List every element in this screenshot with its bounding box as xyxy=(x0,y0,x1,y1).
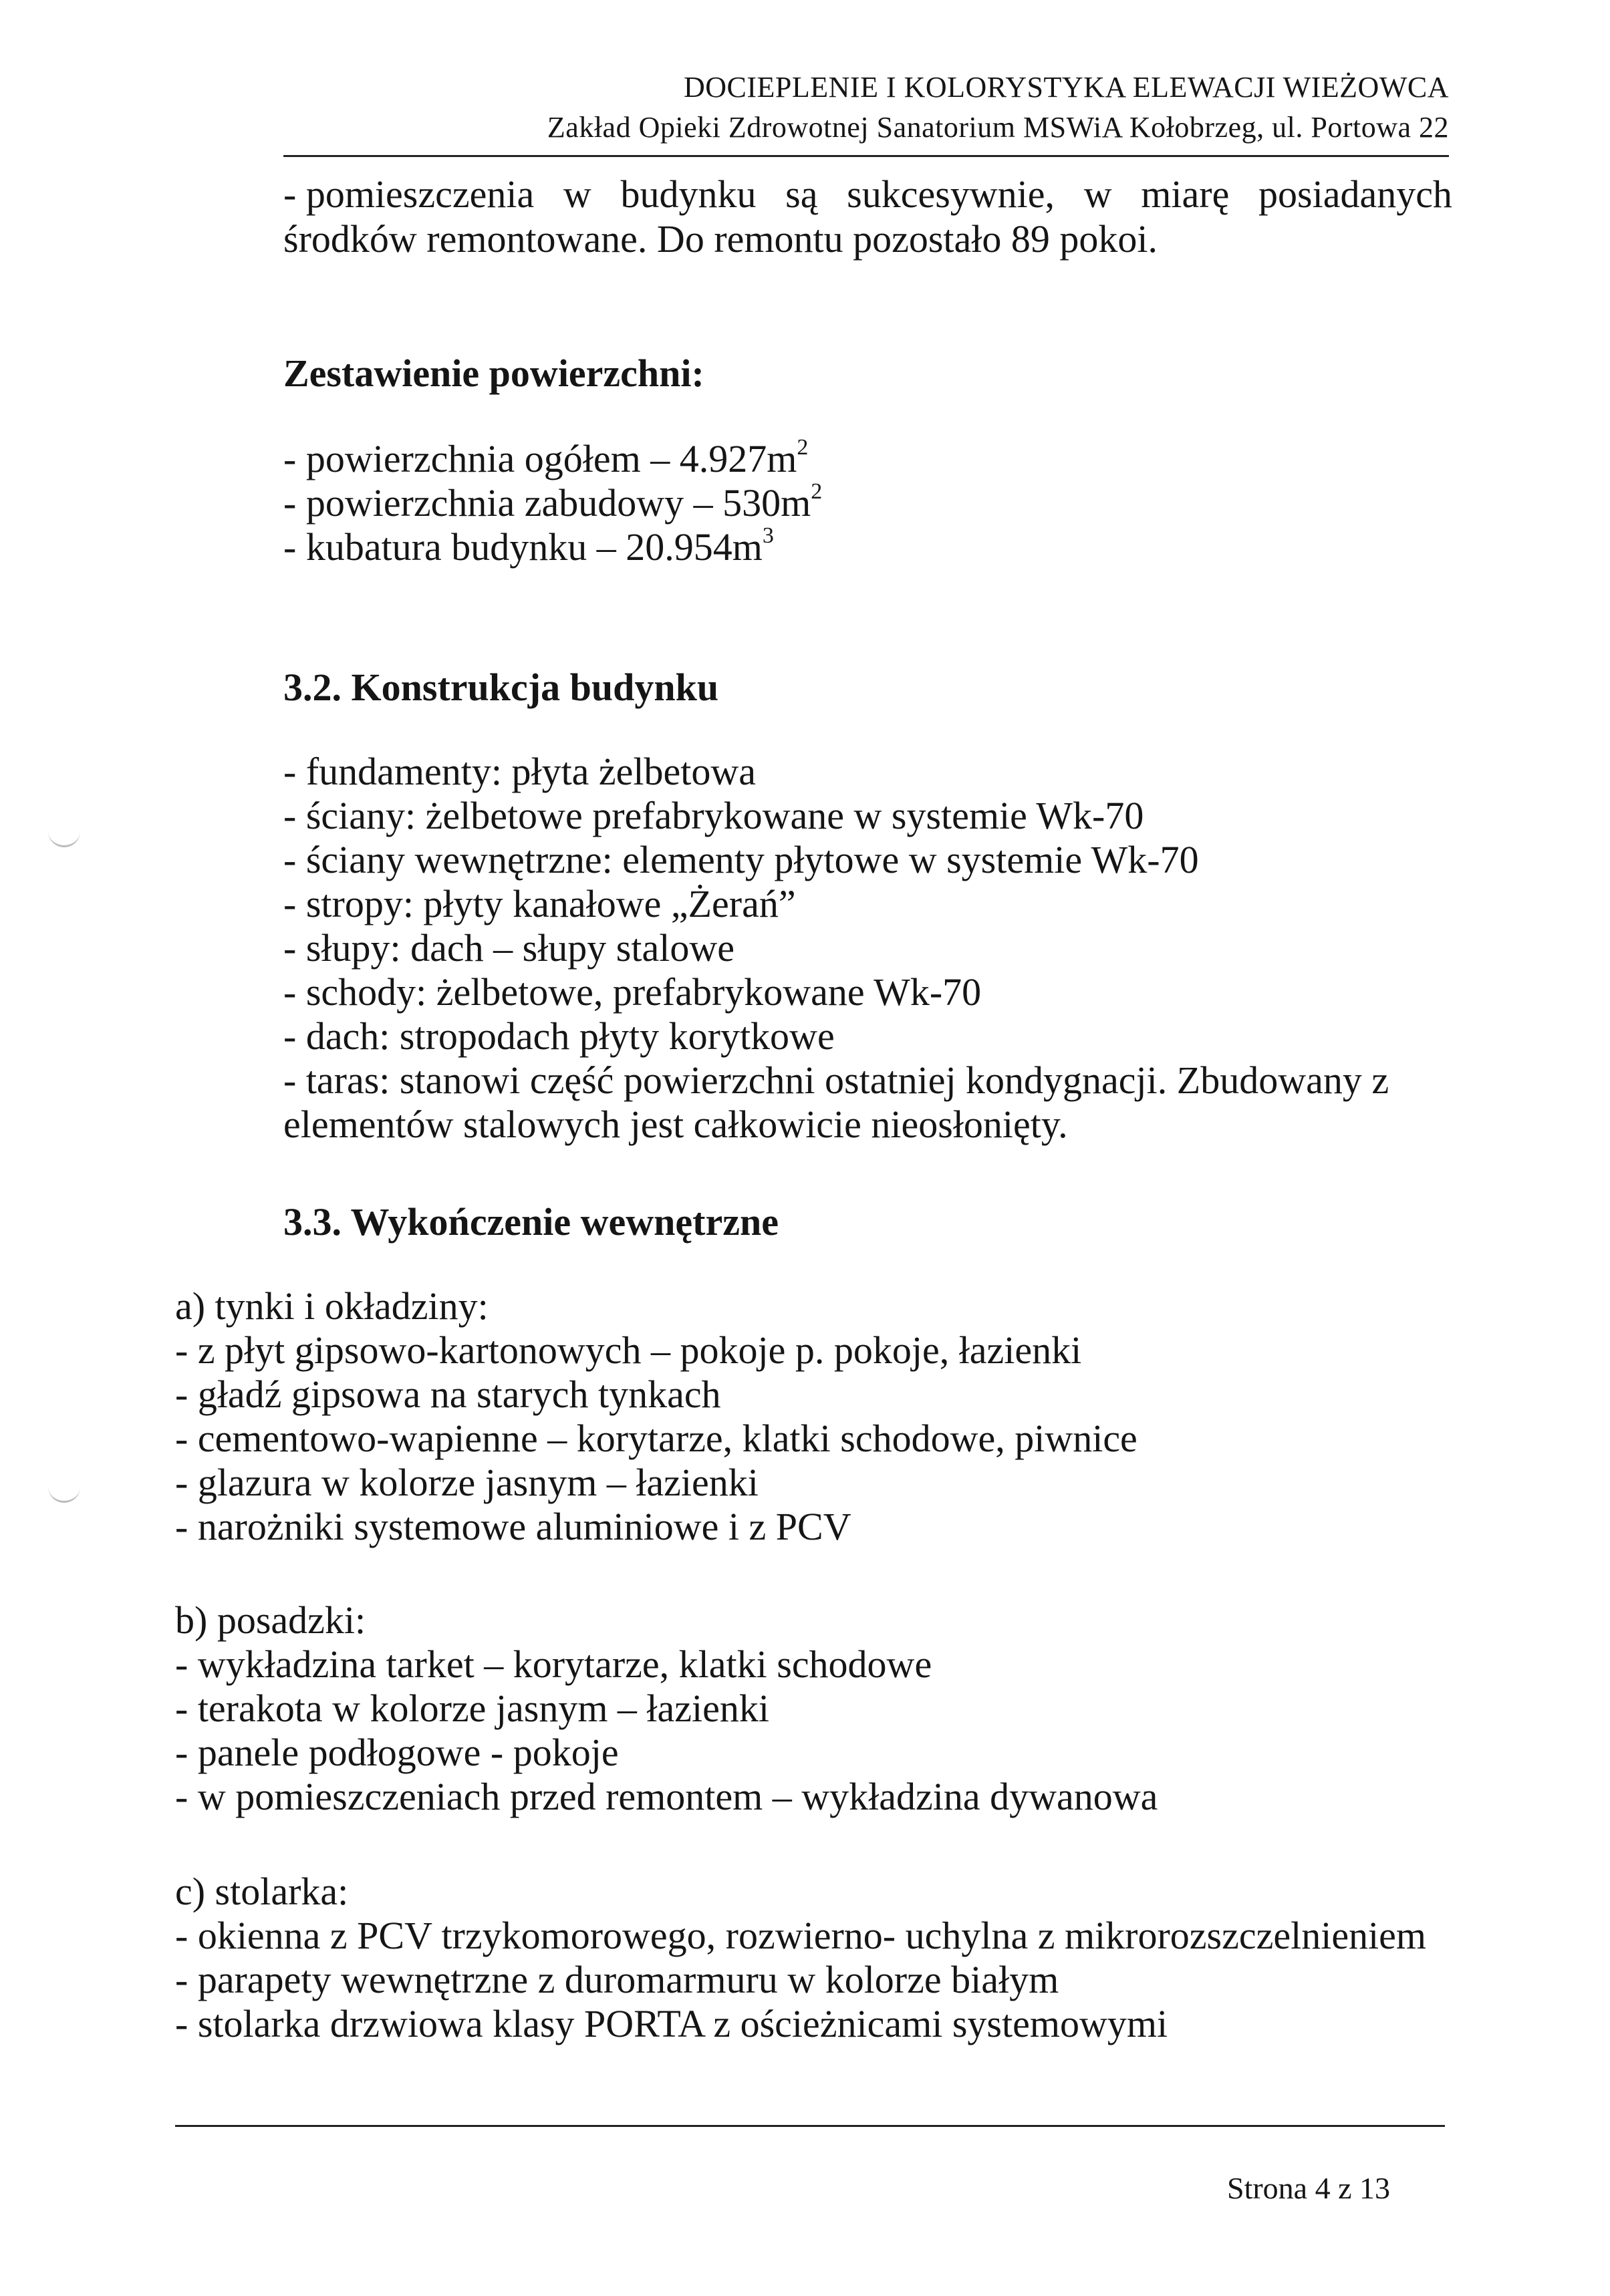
finishing-item: - okienna z PCV trzykomorowego, rozwierno- uchylna z mikrorozszczelnieniem xyxy=(175,1914,1427,1957)
finishing-group-title: c) stolarka: xyxy=(175,1870,349,1913)
finishing-item: - w pomieszczeniach przed remontem – wykładzina dywanowa xyxy=(175,1775,1158,1818)
finishing-item: - gładź gipsowa na starych tynkach xyxy=(175,1373,721,1416)
surface-item-text: - powierzchnia zabudowy – 530m xyxy=(283,481,811,525)
intro-line-2: środków remontowane. Do remontu pozostało 89 pokoi. xyxy=(283,217,1158,261)
construction-heading: 3.2. Konstrukcja budynku xyxy=(283,666,719,709)
finishing-item: - narożniki systemowe aluminiowe i z PCV xyxy=(175,1505,851,1548)
construction-item: - stropy: płyty kanałowe „Żerań” xyxy=(283,882,796,925)
surface-item-unit-exponent: 3 xyxy=(762,523,774,548)
punch-hole-mark xyxy=(48,819,80,847)
construction-item: - fundamenty: płyta żelbetowa xyxy=(283,750,757,793)
construction-item: - ściany: żelbetowe prefabrykowane w systemie Wk-70 xyxy=(283,794,1144,837)
footer-divider xyxy=(175,2125,1445,2127)
finishing-item: - wykładzina tarket – korytarze, klatki schodowe xyxy=(175,1642,932,1686)
surface-item xyxy=(283,434,809,481)
surface-item-text: - powierzchnia ogółem – 4.927m xyxy=(283,437,797,480)
intro-word: budynku xyxy=(620,172,757,216)
construction-item: - ściany wewnętrzne: elementy płytowe w systemie Wk-70 xyxy=(283,838,1199,881)
finishing-group-title: a) tynki i okładziny: xyxy=(175,1284,489,1328)
construction-item: elementów stalowych jest całkowicie nieosłonięty. xyxy=(283,1103,1068,1146)
intro-word: miarę xyxy=(1141,172,1230,216)
intro-word: w xyxy=(1083,172,1112,216)
page-number: Strona 4 z 13 xyxy=(1226,2171,1390,2205)
construction-item: - słupy: dach – słupy stalowe xyxy=(283,926,734,970)
intro-line-1 xyxy=(283,172,1452,217)
finishing-item: - panele podłogowe - pokoje xyxy=(175,1731,619,1774)
intro-word: w xyxy=(563,172,591,216)
finishing-item: - parapety wewnętrzne z duromarmuru w kolorze białym xyxy=(175,1958,1059,2001)
finishing-item: - glazura w kolorze jasnym – łazienki xyxy=(175,1461,759,1504)
intro-word: są xyxy=(785,172,818,216)
surface-item-unit-exponent: 2 xyxy=(811,478,823,504)
construction-item: - taras: stanowi część powierzchni ostatniej kondygnacji. Zbudowany z xyxy=(283,1058,1389,1102)
finishing-heading: 3.3. Wykończenie wewnętrzne xyxy=(283,1200,779,1244)
surface-item-text: - kubatura budynku – 20.954m xyxy=(283,525,763,569)
intro-word: sukcesywnie, xyxy=(847,172,1055,216)
finishing-item: - terakota w kolorze jasnym – łazienki xyxy=(175,1687,770,1730)
document-header-subtitle: Zakład Opieki Zdrowotnej Sanatorium MSWiA Kołobrzeg, ul. Portowa 22 xyxy=(547,111,1449,144)
construction-item: - schody: żelbetowe, prefabrykowane Wk-70 xyxy=(283,970,982,1014)
header-divider xyxy=(283,155,1449,157)
document-header-title: DOCIEPLENIE I KOLORYSTYKA ELEWACJI WIEŻOWCA xyxy=(683,71,1449,104)
surface-item-unit-exponent: 2 xyxy=(797,434,809,460)
finishing-item: - stolarka drzwiowa klasy PORTA z ościeżnicami systemowymi xyxy=(175,2002,1168,2045)
intro-word: - pomieszczenia xyxy=(283,172,535,216)
intro-word: posiadanych xyxy=(1258,172,1452,216)
surface-item xyxy=(283,525,774,569)
surface-item xyxy=(283,478,823,525)
surfaces-heading: Zestawienie powierzchni: xyxy=(283,351,704,395)
finishing-item: - z płyt gipsowo-kartonowych – pokoje p. pokoje, łazienki xyxy=(175,1328,1082,1372)
finishing-group-title: b) posadzki: xyxy=(175,1598,366,1642)
punch-hole-mark xyxy=(48,1477,80,1503)
finishing-item: - cementowo-wapienne – korytarze, klatki schodowe, piwnice xyxy=(175,1417,1137,1460)
construction-item: - dach: stropodach płyty korytkowe xyxy=(283,1014,835,1058)
